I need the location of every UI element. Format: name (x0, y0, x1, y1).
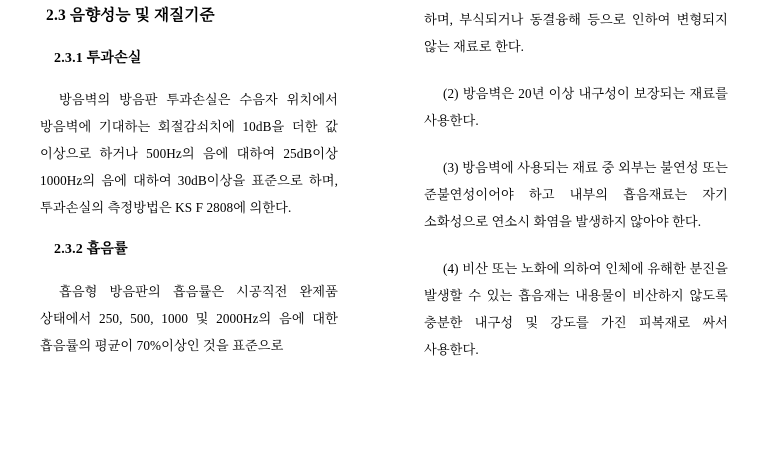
spacer (40, 68, 338, 86)
paragraph-continued: 하며, 부식되거나 동결융해 등으로 인하여 변형되지 않는 재료로 한다. (424, 12, 728, 54)
spacer (424, 134, 728, 154)
right-text-column (390, 0, 780, 460)
subsection-heading-2-3-2: 2.3.2 흡음률 (54, 242, 128, 258)
spacer (424, 60, 728, 80)
subsection-heading-2-3-1: 2.3.1 투과손실 (54, 51, 142, 67)
paragraph-sound-absorption: 흡음형 방음판의 흡음률은 시공직전 완제품 상태에서 250, 500, 1000 및 2000Hz의 음에 대한 흡음률의 평균이 70%이상인 것을 표준으로 (40, 283, 338, 353)
paragraph-transmission-loss: 방음벽의 방음판 투과손실은 수음자 위치에서 방음벽에 기대하는 회절감쇠치에 10dB을 더한 값 이상으로 하거나 500Hz의 음에 대하여 25dB이상 1000Hz의 음에 대하여 30dB이상을 표준으로 하며, 투과손실의 측정방법은 KS F 2808에 의한다. (40, 92, 338, 216)
spacer (40, 221, 338, 241)
paragraph-item-3: (3) 방음벽에 사용되는 재료 중 외부는 불연성 또는 준불연성이어야 하고 내부의 흡음재료는 자기 소화성으로 연소시 화염을 발생하지 않아야 한다. (424, 160, 728, 229)
paragraph-item-4: (4) 비산 또는 노화에 의하여 인체에 유해한 분진을 발생할 수 있는 흡음재는 내용물이 비산하지 않도록 충분한 내구성 및 강도를 가진 피복재로 싸서 사용한다. (424, 261, 728, 357)
spacer (424, 235, 728, 255)
spacer (40, 260, 338, 278)
spacer (40, 26, 338, 50)
paragraph-item-2: (2) 방음벽은 20년 이상 내구성이 보장되는 재료를 사용한다. (424, 86, 728, 128)
section-heading-2-3: 2.3 음향성능 및 재질기준 (46, 7, 215, 24)
